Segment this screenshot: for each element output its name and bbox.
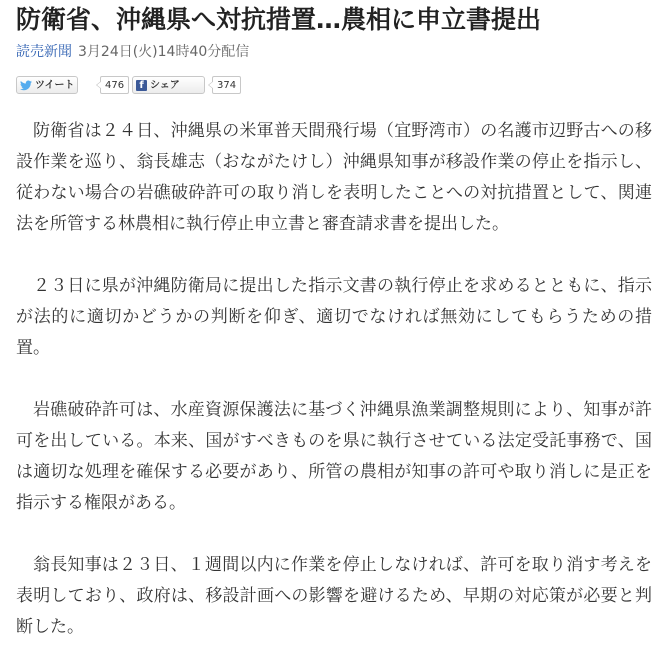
article-paragraph: ２３日に県が沖縄防衛局に提出した指示文書の執行停止を求めるとともに、指示が法的に適切かどうかの判断を仰ぎ、適切でなければ無効にしてもらうための措置。	[16, 276, 652, 358]
facebook-share-label: シェア	[150, 80, 180, 91]
facebook-share-button[interactable]	[132, 76, 205, 94]
article-paragraph: 翁長知事は２３日、１週間以内に作業を停止しなければ、許可を取り消す考えを表明しており、政府は、移設計画への影響を避けるため、早期の対応策が必要と判断した。	[16, 555, 652, 637]
article-paragraph: 防衛省は２４日、沖縄県の米軍普天間飛行場（宜野湾市）の名護市辺野古への移設作業を巡り、翁長雄志（おながたけし）沖縄県知事が移設作業の停止を指示し、従わない場合の岩礁破砕許可の取り消しを表明したことへの対抗措置として、関連法を所管する林農相に執行停止申立書と審査請求書を提出した。	[16, 121, 652, 234]
article-headline: 防衛省、沖縄県へ対抗措置…農相に申立書提出	[16, 5, 542, 34]
article-body	[16, 116, 652, 643]
article-paragraph: 岩礁破砕許可は、水産資源保護法に基づく沖縄県漁業調整規則により、知事が許可を出している。本来、国がすべきものを県に執行させている法定受託事務で、国は適切な処理を確保する必要があり、所管の農相が知事の許可や取り消しに是正を指示する権限がある。	[16, 400, 652, 513]
tweet-button[interactable]	[16, 76, 78, 94]
article-byline	[16, 42, 249, 62]
facebook-share-count: 374	[212, 76, 241, 94]
tweet-label: ツイート	[35, 80, 75, 91]
tweet-count: 476	[100, 76, 129, 94]
source-link[interactable]: 読売新聞	[16, 44, 72, 60]
facebook-f-icon: f	[136, 80, 147, 91]
publish-date: 3月24日(火)14時40分配信	[78, 44, 250, 60]
twitter-bird-icon	[20, 80, 32, 98]
